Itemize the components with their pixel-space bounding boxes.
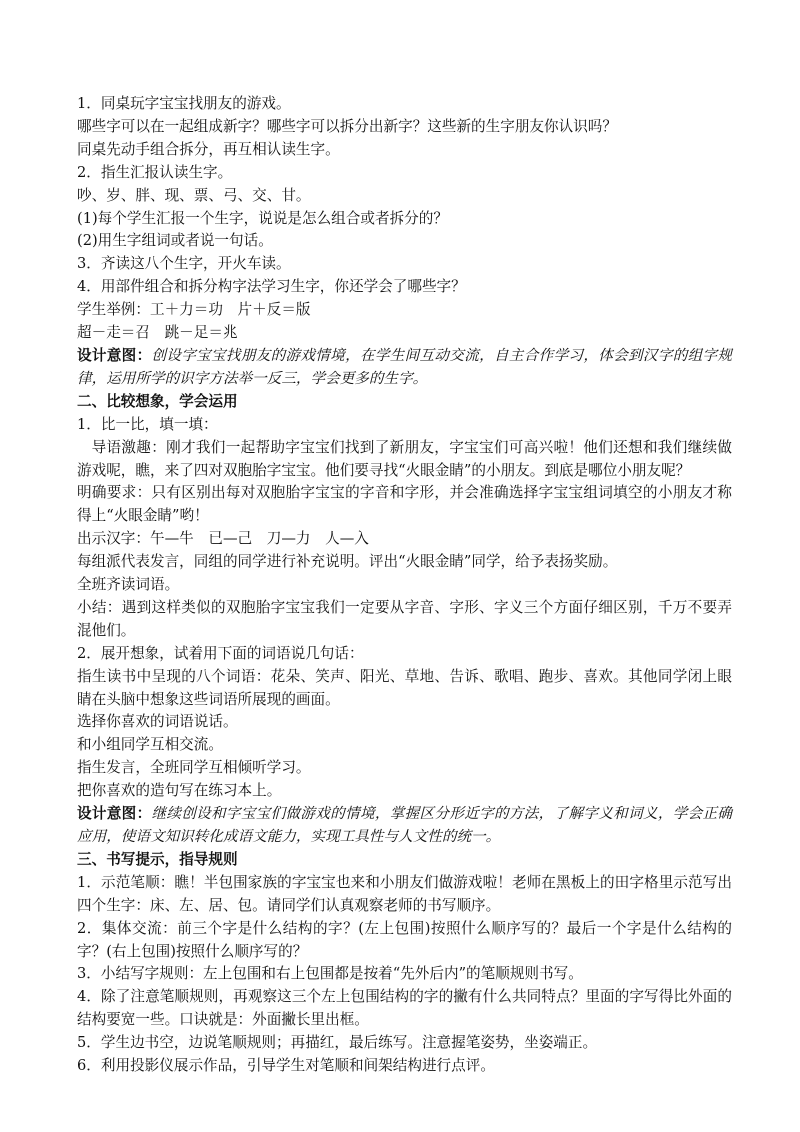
section-heading: 三、书写提示，指导规则	[77, 850, 238, 868]
text-line: 2．指生汇报认读生字。	[77, 163, 233, 181]
text-line: 4．用部件组合和拆分构字法学习生字，你还学会了哪些字？	[77, 278, 466, 296]
text-line: 学生举例：工＋力＝功 片＋反＝版	[77, 301, 311, 319]
design-intent-label: 设计意图：	[77, 805, 152, 823]
design-intent-text: 创设字宝宝找朋友的游戏情境，在学生间互动交流，自主合作学习，体会到汉字的组字规律，运用所学的识字方法举一反三，学会更多的生字。	[77, 346, 732, 387]
text-line: 每组派代表发言，同组的同学进行补充说明。评出“火眼金睛”同学，给予表扬奖励。	[77, 553, 618, 571]
text-line: 和小组同学互相交流。	[77, 736, 223, 754]
paragraph: 小结：遇到这样类似的双胞胎字宝宝我们一定要从字音、字形、字义三个方面仔细区别，千万不要弄混他们。	[77, 598, 732, 639]
text-line: (1)每个学生汇报一个生字，说说是怎么组合或者拆分的？	[77, 209, 448, 227]
paragraph: 指生读书中呈现的八个词语：花朵、笑声、阳光、草地、告诉、歌唱、跑步、喜欢。其他同学闭上眼睛在头脑中想象这些词语所展现的画面。	[77, 667, 732, 708]
design-intent-paragraph	[77, 345, 732, 391]
lesson-plan-body	[77, 93, 732, 1078]
text-line: 哪些字可以在一起组成新字？哪些字可以拆分出新字？这些新的生字朋友你认识吗？	[77, 117, 617, 135]
paragraph: 导语激趣：刚才我们一起帮助字宝宝们找到了新朋友，字宝宝们可高兴啦！他们还想和我们继续做游戏呢，瞧，来了四对双胞胎字宝宝。他们要寻找“火眼金睛”的小朋友。到底是哪位小朋友呢？	[77, 438, 732, 479]
text-line: 5．学生边书空，边说笔顺规则；再描红，最后练写。注意握笔姿势，坐姿端正。	[77, 1034, 598, 1052]
text-line: 3．齐读这八个生字，开火车读。	[77, 255, 291, 273]
design-intent-paragraph	[77, 803, 732, 849]
text-line: 把你喜欢的造句写在练习本上。	[77, 782, 282, 800]
paragraph: 1．示范笔顺：瞧！半包围家族的字宝宝也来和小朋友们做游戏啦！老师在黑板上的田字格里示范写出四个生字：床、左、居、包。请同学们认真观察老师的书写顺序。	[77, 873, 732, 914]
text-line: 出示汉字：午—牛 已—己 刀—力 人—入	[77, 530, 369, 548]
text-line: 1．同桌玩字宝宝找朋友的游戏。	[77, 95, 291, 112]
text-line: 2．展开想象，试着用下面的词语说几句话：	[77, 644, 364, 662]
text-line: 3．小结写字规则：左上包围和右上包围都是按着“先外后内”的笔顺规则书写。	[77, 965, 583, 983]
text-line: 全班齐读词语。	[77, 576, 180, 594]
text-line: 指生发言，全班同学互相倾听学习。	[77, 759, 311, 777]
text-line: (2)用生字组词或者说一句话。	[77, 232, 273, 250]
text-line: 1．比一比，填一填：	[77, 415, 218, 433]
design-intent-label: 设计意图：	[77, 346, 152, 364]
design-intent-text: 继续创设和字宝宝们做游戏的情境，掌握区分形近字的方法，了解字义和词义，学会正确应用，使语文知识转化成语文能力，实现工具性与人文性的统一。	[77, 805, 732, 845]
text-line: 吵、岁、胖、现、票、弓、交、甘。	[77, 186, 311, 204]
text-line: 选择你喜欢的词语说话。	[77, 713, 238, 731]
paragraph: 2．集体交流：前三个字是什么结构的字？(左上包围)按照什么顺序写的？最后一个字是什么结构的字？(右上包围)按照什么顺序写的？	[77, 919, 732, 960]
paragraph: 明确要求：只有区别出每对双胞胎字宝宝的字音和字形，并会准确选择字宝宝组词填空的小朋友才称得上“火眼金睛”哟！	[77, 484, 732, 525]
text-line: 同桌先动手组合拆分，再互相认读生字。	[77, 140, 340, 158]
text-line: 超－走＝召 跳－足＝兆	[77, 324, 238, 342]
section-heading: 二、比较想象，学会运用	[77, 392, 238, 410]
text-line: 6．利用投影仪展示作品，引导学生对笔顺和间架结构进行点评。	[77, 1057, 495, 1075]
paragraph: 4．除了注意笔顺规则，再观察这三个左上包围结构的字的撇有什么共同特点？里面的字写得比外面的结构要宽一些。口诀就是：外面撇长里出框。	[77, 988, 732, 1029]
